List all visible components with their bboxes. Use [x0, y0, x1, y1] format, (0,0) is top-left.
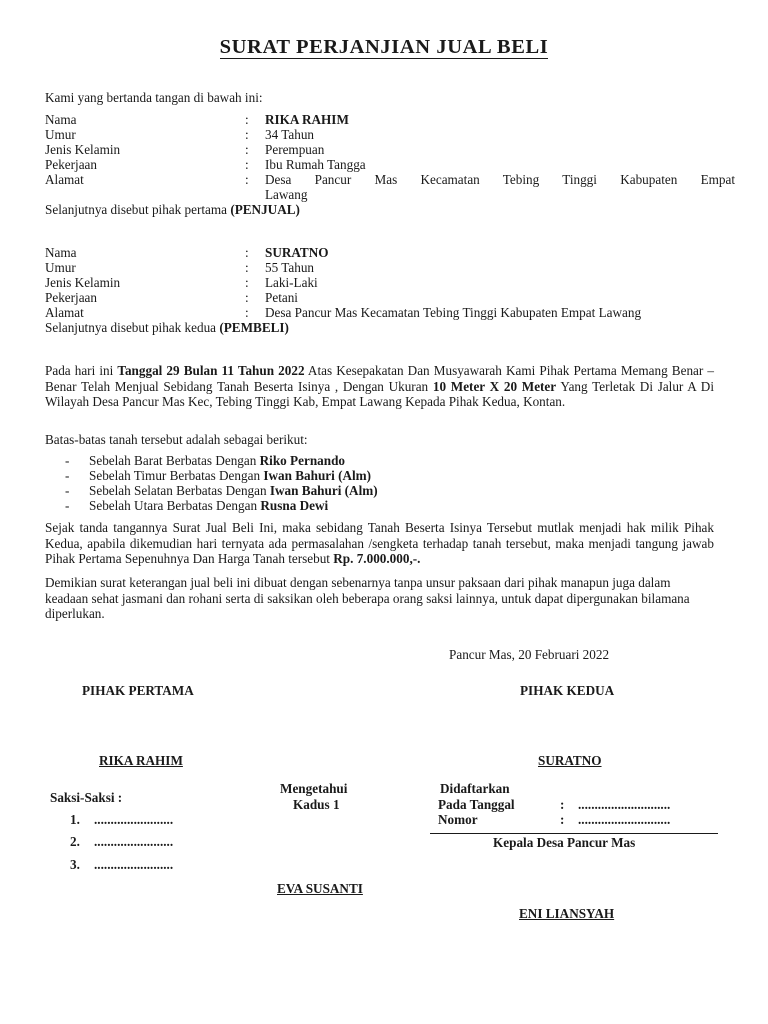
closing-paragraph: Demikian surat keterangan jual beli ini dibuat dengan sebenarnya tanpa unsur paksaan dari pihak manapun juga dalam keadaan sehat jasmani dan rohani serta di saksikan oleh beberapa orang saksi lainnya, untuk dapat dipergunakan bilamana diperlukan.: [45, 575, 690, 621]
party2-age-row: Umur : 55 Tahun: [45, 260, 700, 275]
party1-address-row: Alamat : Desa Pancur Mas Kecamatan Tebing Tinggi Kabupaten Empat: [45, 172, 735, 187]
party2-role: (PEMBELI): [219, 320, 289, 335]
registry-date-label: Pada Tanggal: [438, 797, 515, 812]
field-label: Nama: [45, 245, 77, 260]
party1-signature-heading: PIHAK PERTAMA: [82, 683, 194, 698]
party2-address: Desa Pancur Mas Kecamatan Tebing Tinggi Kabupaten Empat Lawang: [265, 305, 642, 320]
party1-name: RIKA RAHIM: [265, 112, 349, 127]
witness-signature-line: ........................: [94, 857, 174, 872]
registry-heading: Didaftarkan: [440, 781, 510, 796]
party2-name-row: Nama : SURATNO: [45, 245, 700, 260]
party1-job-row: Pekerjaan : Ibu Rumah Tangga: [45, 157, 700, 172]
party1-job: Ibu Rumah Tangga: [265, 157, 366, 172]
witness-number: 3.: [70, 857, 80, 872]
witness-number: 1.: [70, 812, 80, 827]
field-label: Umur: [45, 127, 76, 142]
border-neighbor: Rusna Dewi: [260, 498, 329, 513]
intro-text: Kami yang bertanda tangan di bawah ini:: [45, 90, 263, 105]
party2-job-row: Pekerjaan : Petani: [45, 290, 700, 305]
party2-age: 55 Tahun: [265, 260, 315, 275]
field-label: Alamat: [45, 305, 84, 320]
ownership-paragraph: Sejak tanda tangannya Surat Jual Beli Ini, maka sebidang Tanah Beserta Isinya Tersebut mutlak menjadi hak milik Pihak Kedua, apabila dikemudian hari ternyata ada permasalahan /sengketa terhadap tanah tersebut, maka menjadi tangung jawab Pihak Pertama Sepenuhnya Dan Harga Tanah tersebut Rp. 7.000.000,-.: [45, 520, 714, 566]
party1-designation: Selanjutnya disebut pihak pertama (PENJUAL): [45, 202, 300, 217]
party2-gender: Laki-Laki: [265, 275, 318, 290]
kadus-name: EVA SUSANTI: [277, 881, 363, 896]
agreement-paragraph: Pada hari ini Tanggal 29 Bulan 11 Tahun 2022 Atas Kesepakatan Dan Musyawarah Kami Pihak Pertama Memang Benar – Benar Telah Menjual Sebidang Tanah Beserta Isinya , Dengan Ukuran 10 Meter X 20 Meter Yang Terletak Di Jalur A Di Wilayah Desa Pancur Mas Kec, Tebing Tinggi Kab, Empat Lawang Kepada Pihak Kedua, Kontan.: [45, 363, 714, 409]
party1-signature-name: RIKA RAHIM: [99, 753, 183, 768]
field-label: Pekerjaan: [45, 157, 97, 172]
kadus-acknowledge: Mengetahui: [280, 781, 348, 796]
village-head-name: ENI LIANSYAH: [519, 906, 615, 921]
party2-job: Petani: [265, 290, 298, 305]
border-neighbor: Riko Pernando: [259, 453, 346, 468]
field-label: Umur: [45, 260, 76, 275]
document-title: SURAT PERJANJIAN JUAL BELI: [219, 36, 549, 58]
party1-address: Desa Pancur Mas Kecamatan Tebing Tinggi Kabupaten Empat: [265, 172, 735, 187]
field-label: Alamat: [45, 172, 84, 187]
party1-gender-row: Jenis Kelamin : Perempuan: [45, 142, 700, 157]
party1-age: 34 Tahun: [265, 127, 315, 142]
registry-divider: [430, 833, 718, 834]
party1-age-row: Umur : 34 Tahun: [45, 127, 700, 142]
witness-signature-line: ........................: [94, 812, 174, 827]
party1-role: (PENJUAL): [230, 202, 300, 217]
party2-name: SURATNO: [265, 245, 329, 260]
party2-gender-row: Jenis Kelamin : Laki-Laki: [45, 275, 700, 290]
registry-number-line: ............................: [578, 812, 671, 827]
agreement-date: Tanggal 29 Bulan 11 Tahun 2022: [117, 363, 305, 378]
party2-designation: Selanjutnya disebut pihak kedua (PEMBELI): [45, 320, 289, 335]
field-label: Jenis Kelamin: [45, 142, 121, 157]
witnesses-heading: Saksi-Saksi :: [50, 790, 123, 805]
place-date: Pancur Mas, 20 Februari 2022: [449, 647, 610, 662]
kadus-title: Kadus 1: [293, 797, 340, 812]
borders-intro: Batas-batas tanah tersebut adalah sebagai berikut:: [45, 432, 308, 447]
witness-number: 2.: [70, 834, 80, 849]
border-neighbor: Iwan Bahuri (Alm): [263, 468, 372, 483]
party2-address-row: Alamat : Desa Pancur Mas Kecamatan Tebing Tinggi Kabupaten Empat Lawang: [45, 305, 700, 320]
field-label: Nama: [45, 112, 77, 127]
village-head-title: Kepala Desa Pancur Mas: [493, 835, 636, 850]
party2-signature-heading: PIHAK KEDUA: [520, 683, 615, 698]
party2-signature-name: SURATNO: [538, 753, 602, 768]
party1-name-row: Nama : RIKA RAHIM: [45, 112, 700, 127]
field-label: Jenis Kelamin: [45, 275, 121, 290]
registry-date-line: ............................: [578, 797, 671, 812]
witness-signature-line: ........................: [94, 834, 174, 849]
land-size: 10 Meter X 20 Meter: [432, 378, 557, 394]
land-price: Rp. 7.000.000,-.: [333, 551, 421, 566]
party1-address-cont: Lawang: [265, 187, 308, 202]
party1-gender: Perempuan: [265, 142, 325, 157]
registry-number-label: Nomor: [438, 812, 478, 827]
field-label: Pekerjaan: [45, 290, 97, 305]
border-neighbor: Iwan Bahuri (Alm): [269, 483, 378, 498]
